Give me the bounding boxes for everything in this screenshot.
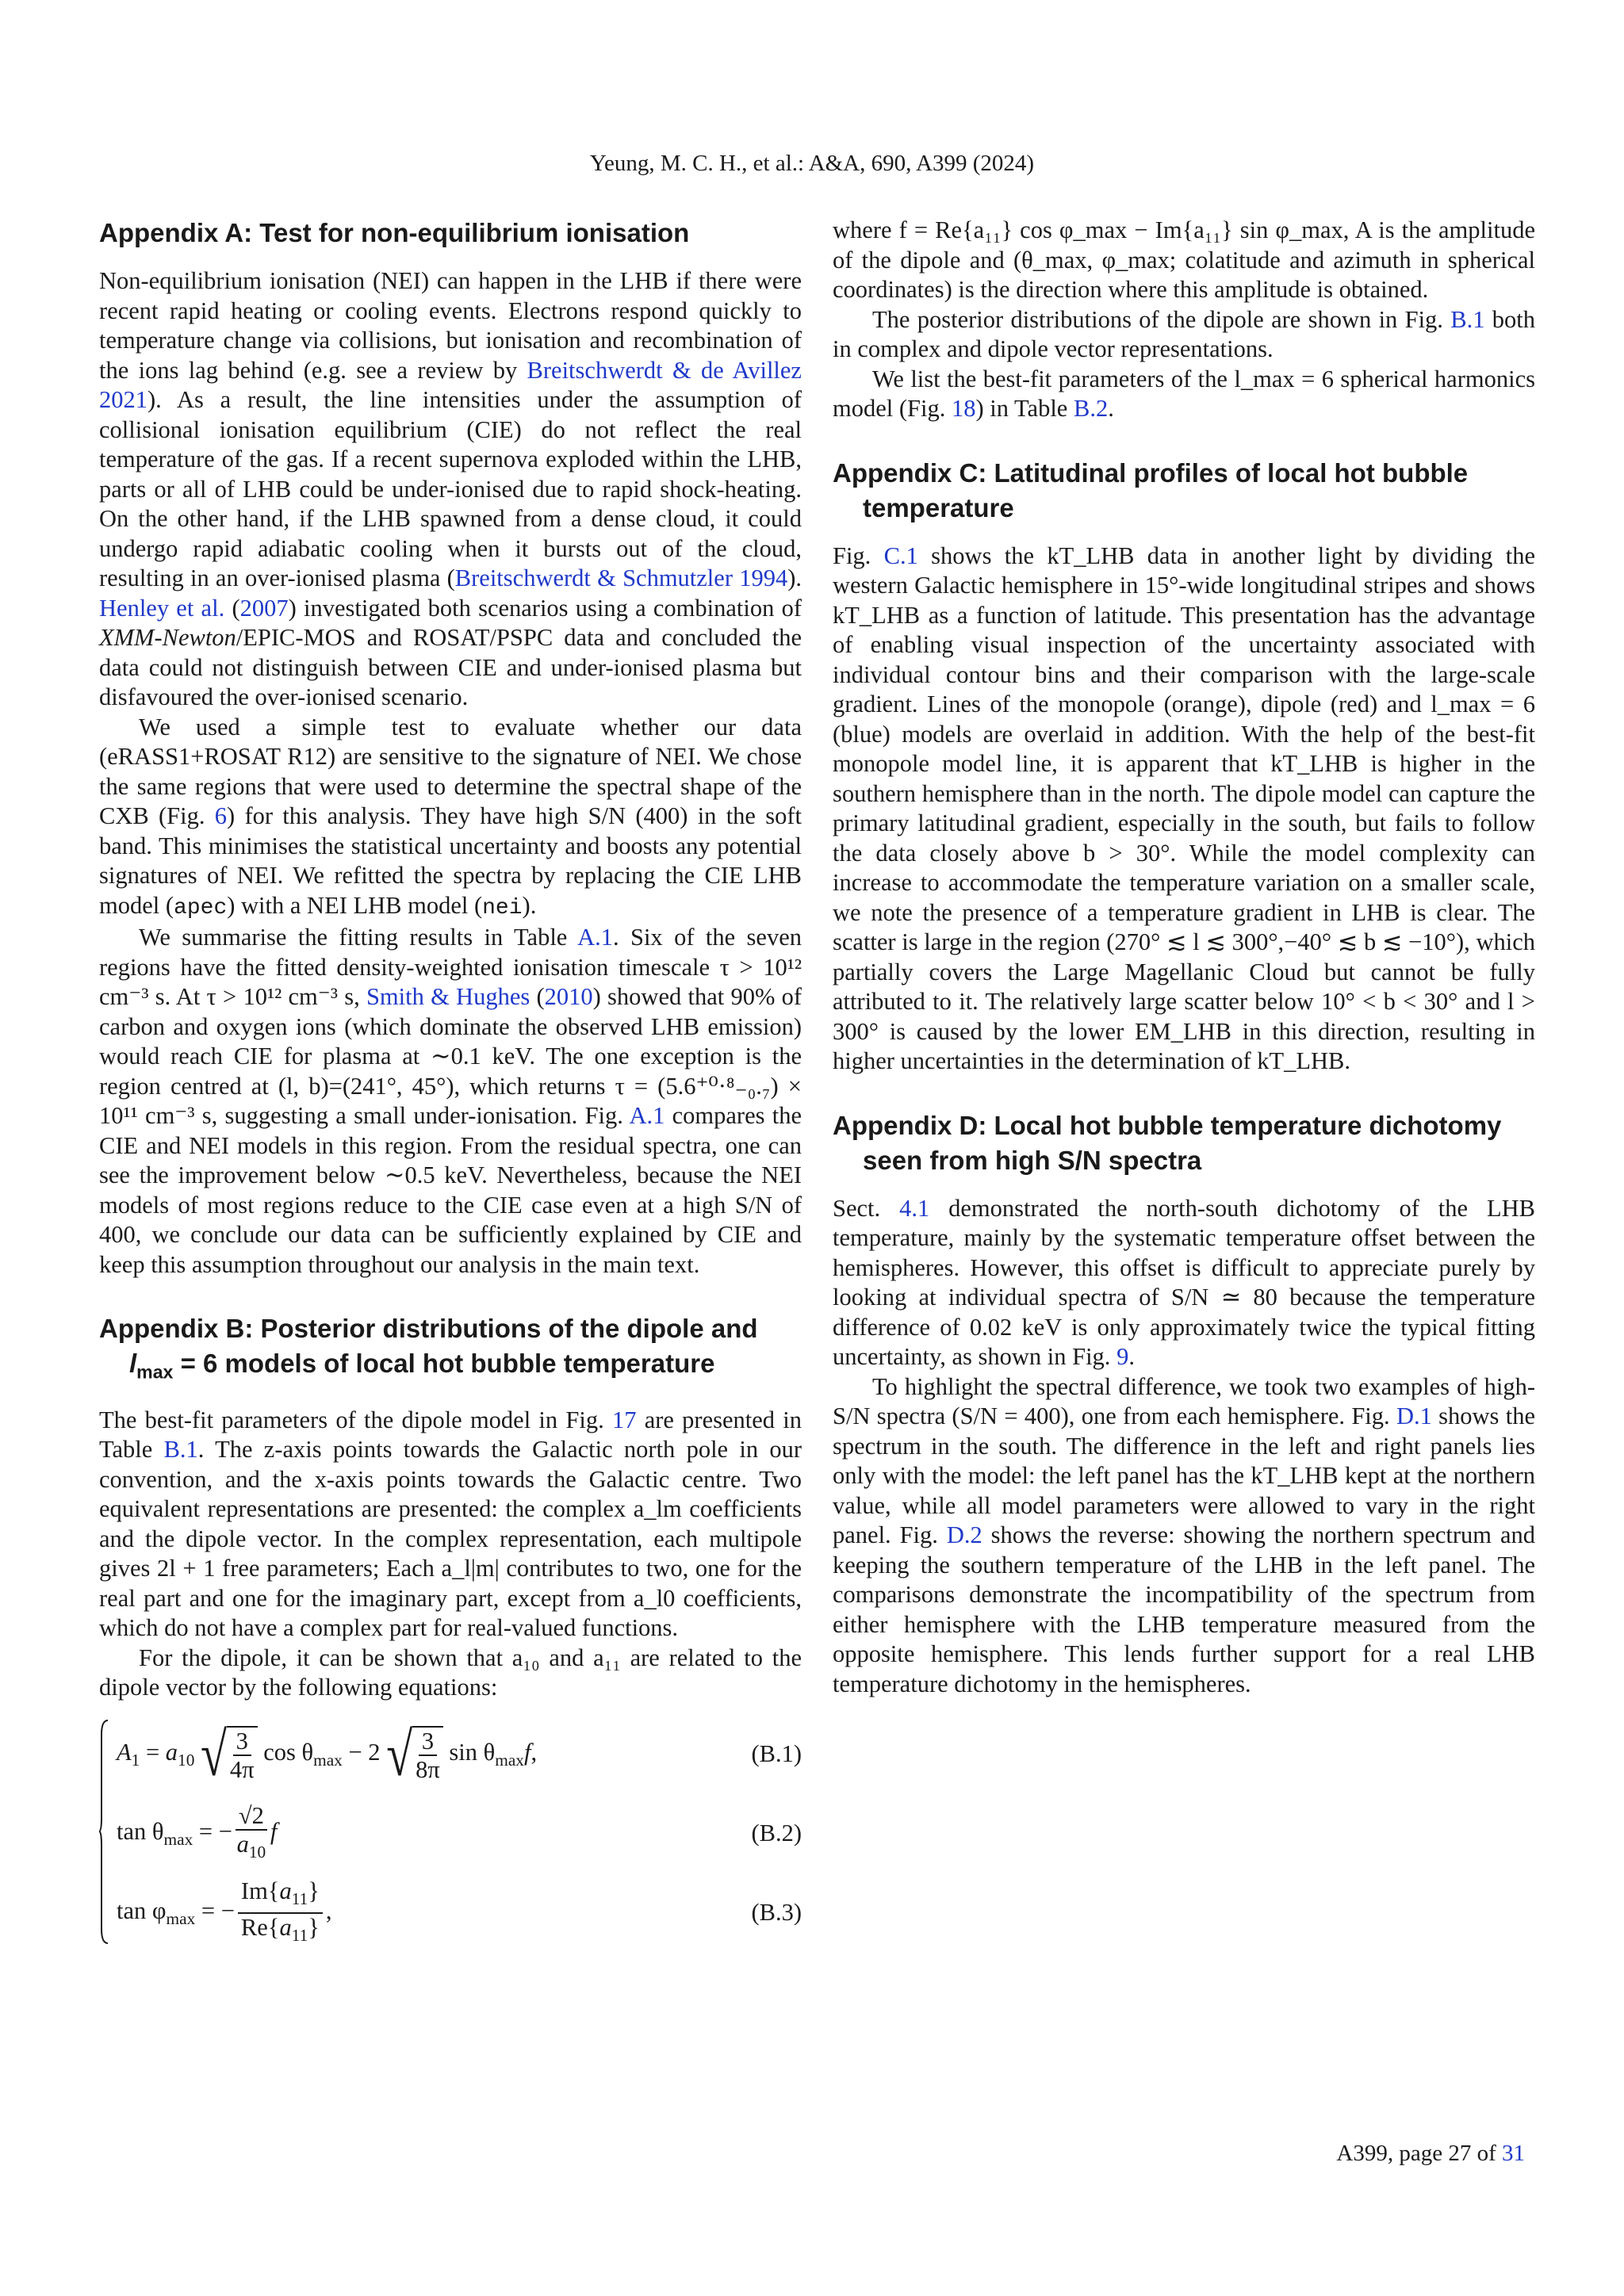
best-fit-paragraph: We list the best-fit parameters of the l_max = 6 spherical harmonics model (Fig. 18) in Table B.2. bbox=[833, 365, 1535, 422]
fig-link[interactable]: A.1 bbox=[629, 1102, 665, 1129]
appendix-a-title: Appendix A: Test for non-equilibrium ionisation bbox=[99, 218, 690, 247]
fig-link[interactable]: B.1 bbox=[1450, 305, 1485, 333]
right-column bbox=[833, 216, 1535, 1699]
ref-link[interactable]: Breitschwerdt & de Avillez 2021 bbox=[99, 356, 802, 413]
fig-link[interactable]: D.2 bbox=[946, 1521, 982, 1548]
appendix-a-paragraph-1: Non-equilibrium ionisation (NEI) can happen in the LHB if there were recent rapid heating or cooling events. Electrons respond quickly to temperature change via collisions, but ionisation and recombination of the ions lag behind (e.g. see a review by Breitschwerdt & de Avillez 2021). As a result, the line intensities under the assumption of collisional ionisation equilibrium (CIE) do not reflect the real temperature of the gas. If a recent supernova exploded within the LHB, parts or all of LHB could be under-ionised due to rapid shock-heating. On the other hand, if the LHB spawned from a dense cloud, it could undergo rapid adiabatic cooling when it bursts out of the cloud, resulting in an over-ionised plasma (Breitschwerdt & Schmutzler 1994). Henley et al. (2007) investigated both scenarios using a combination of XMM-Newton/EPIC-MOS and ROSAT/PSPC data and concluded the data could not distinguish between CIE and under-ionised plasma but disfavoured the over-ionised scenario. bbox=[99, 267, 802, 710]
appendix-a-paragraph-2: We used a simple test to evaluate whether our data (eRASS1+ROSAT R12) are sensitive to the signature of NEI. We chose the same regions that were used to determine the spectral shape of the CXB (Fig. 6) for this analysis. They have high S/N (400) in the soft band. This minimises the statistical uncertainty and boosts any potential signatures of NEI. We refitted the spectra by replacing the CIE LHB model (apec) with a NEI LHB model (nei). bbox=[99, 713, 802, 920]
posterior-paragraph: The posterior distributions of the dipole are shown in Fig. B.1 both in complex and dipole vector representations. bbox=[833, 305, 1535, 362]
equation-system bbox=[99, 1719, 802, 1949]
table-link[interactable]: B.1 bbox=[163, 1436, 198, 1464]
appendix-d-paragraph-1: Sect. 4.1 demonstrated the north-south dichotomy of the LHB temperature, mainly by the systematic temperature offset between the hemispheres. However, this offset is difficult to appreciate purely by looking at individual spectra of S/N ≃ 80 because the temperature difference of 0.02 keV is only approximately twice the typical fitting uncertainty, as shown in Fig. 9. bbox=[833, 1194, 1535, 1370]
dipole-definition-paragraph: where f = Re{a₁₁} cos φ_max − Im{a₁₁} sin φ_max, A is the amplitude of the dipole and (θ_max, φ_max; colatitude and azimuth in spherical coordinates) is the direction where this amplitude is obtained. bbox=[833, 216, 1535, 303]
appendix-b-title: Appendix B: Posterior distributions of the dipole and $l_{max} = 6$ models of local hot bubble temperature bbox=[99, 1314, 758, 1383]
ref-link[interactable]: Breitschwerdt & Schmutzler 1994 bbox=[454, 564, 788, 591]
appendix-d-title: Appendix D: Local hot bubble temperature dichotomy seen from high S/N spectra bbox=[833, 1110, 1502, 1175]
fig-link[interactable]: C.1 bbox=[883, 541, 918, 569]
equation-number: (B.3) bbox=[751, 1899, 802, 1927]
appendix-b-paragraph-2: For the dipole, it can be shown that a₁₀ and a₁₁ are related to the dipole vector by the following equations: bbox=[99, 1644, 802, 1701]
equation-number: (B.2) bbox=[751, 1820, 802, 1847]
appendix-c-title: Appendix C: Latitudinal profiles of local hot bubble temperature bbox=[833, 457, 1469, 522]
ref-link[interactable]: Smith & Hughes bbox=[366, 983, 530, 1010]
section-link[interactable]: 4.1 bbox=[899, 1194, 930, 1222]
appendix-c-paragraph-1: Fig. C.1 shows the kT_LHB data in another light by dividing the western Galactic hemisphere in 15°-wide longitudinal stripes and shows kT_LHB as a function of latitude. This presentation has the advantage of enabling visual inspection of the uncertainty associated with individual contour bins and their comparison with the large-scale gradient. Lines of the monopole (orange), dipole (red) and l_max = 6 (blue) models are overlaid in addition. With the help of the best-fit monopole model line, it is apparent that kT_LHB is higher in the southern hemisphere than in the north. The dipole model can capture the primary latitudinal gradient, especially in the south, but fails to follow the data closely above b > 30°. While the model complexity can increase to accommodate the temperature variation on a smaller scale, we note the presence of a temperature gradient in LHB is clear. The scatter is large in the region (270° ≲ l ≲ 300°,−40° ≲ b ≲ −10°), which partially covers the Large Magellanic Cloud but cannot be fully attributed to it. The relatively large scatter below 10° < b < 30° and l > 300° is caused by the lower EM_LHB in this direction, resulting in higher uncertainties in the determination of kT_LHB. bbox=[833, 541, 1536, 1074]
fig-link[interactable]: 17 bbox=[611, 1406, 637, 1433]
fig-link[interactable]: 9 bbox=[1116, 1343, 1129, 1370]
equation-b2: $\tan \theta_{max}$ = − $\frac{√2}{a_{10}}$ f (B.2) bbox=[117, 1801, 802, 1862]
ref-link[interactable]: 2007 bbox=[239, 594, 289, 622]
fig-link[interactable]: 6 bbox=[214, 802, 228, 829]
equation-b1: $A_1 = a_{10}$ √ $\frac{3}{4\pi}$ $\cos \theta_{max} - 2$ √ $\frac{3}{8\pi}$ $\sin \theta_{max}f$, (B.1) bbox=[117, 1720, 802, 1789]
appendix-d-paragraph-2: To highlight the spectral difference, we took two examples of high-S/N spectra (S/N = 400), one from each hemisphere. Fig. D.1 shows the spectrum in the south. The difference in the left and right panels lies only with the model: the left panel has the kT_LHB kept at the northern value, while all model parameters were allowed to vary in the right panel. Fig. D.2 shows the reverse: showing the northern spectrum and keeping the southern temperature of the LHB in the left panel. The comparisons demonstrate the incompatibility of the spectrum from either hemisphere with the LHB temperature measured from the opposite hemisphere. This lends further support for a real LHB temperature dichotomy in the hemispheres. bbox=[833, 1372, 1535, 1697]
ref-link[interactable]: Henley et al. bbox=[99, 594, 225, 622]
left-column bbox=[99, 216, 802, 1949]
running-head: Yeung, M. C. H., et al.: A&A, 690, A399 (2024) bbox=[589, 151, 1035, 176]
equation-number: (B.1) bbox=[751, 1740, 802, 1768]
table-link[interactable]: A.1 bbox=[577, 924, 613, 951]
page-footer: A399, page 27 of 31 bbox=[1336, 2141, 1525, 2166]
fig-link[interactable]: D.1 bbox=[1396, 1402, 1432, 1429]
brace-icon bbox=[99, 1719, 109, 1945]
fig-link[interactable]: 18 bbox=[951, 395, 976, 422]
ref-link[interactable]: 2010 bbox=[544, 983, 593, 1010]
table-link[interactable]: B.2 bbox=[1073, 395, 1109, 422]
total-pages-link[interactable]: 31 bbox=[1502, 2141, 1525, 2166]
appendix-b-paragraph-1: The best-fit parameters of the dipole model in Fig. 17 are presented in Table B.1. The z-axis points towards the Galactic north pole in our convention, and the x-axis points towards the Galactic centre. Two equivalent representations are presented: the complex a_lm coefficients and the dipole vector. In the complex representation, each multipole gives 2l + 1 free parameters; Each a_l|m| contributes to two, one for the real part and one for the imaginary part, except from a_l0 coefficients, which do not have a complex part for real-valued functions. bbox=[99, 1406, 802, 1642]
equation-b3: $\tan \varphi_{max}$ = − $\frac{Im\{a_{11}\}}{Re\{a_{11}\}}$ , (B.3) bbox=[117, 1877, 802, 1945]
appendix-a-paragraph-3: We summarise the fitting results in Table A.1. Six of the seven regions have the fitted density-weighted ionisation timescale τ > 10¹² cm⁻³ s. At τ > 10¹² cm⁻³ s, Smith & Hughes (2010) showed that 90% of carbon and oxygen ions (which dominate the observed LHB emission) would reach CIE for plasma at ∼0.1 keV. The one exception is the region centred at (l, b)=(241°, 45°), which returns τ = (5.6⁺⁰·⁸₋₀.₇) × 10¹¹ cm⁻³ s, suggesting a small under-ionisation. Fig. A.1 compares the CIE and NEI models in this region. From the residual spectra, one can see the improvement below ∼0.5 keV. Nevertheless, because the NEI models of most regions reduce to the CIE case even at a high S/N of 400, we conclude our data can be sufficiently explained by CIE and keep this assumption throughout our analysis in the main text. bbox=[99, 924, 802, 1278]
